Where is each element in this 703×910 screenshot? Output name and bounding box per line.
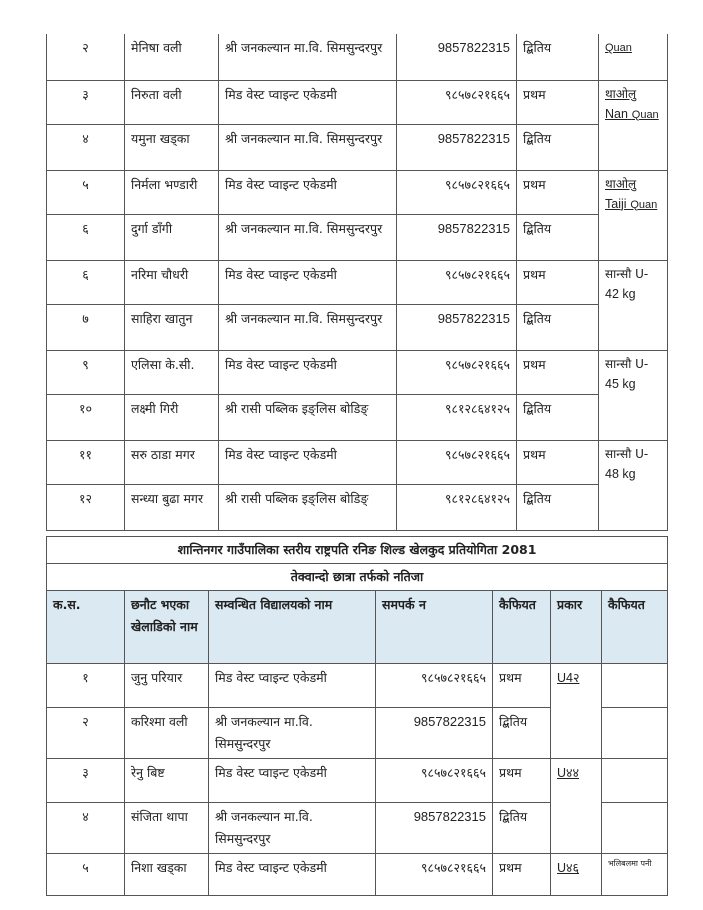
type [551, 854, 602, 896]
player-name: एलिसा के.सी. [125, 350, 219, 394]
category [599, 350, 668, 440]
header-row [47, 591, 668, 664]
header-contact: समपर्क न [376, 591, 493, 664]
table-row [47, 664, 668, 708]
player-name: निर्मला भण्डारी [125, 170, 219, 214]
serial-number: ५ [47, 170, 125, 214]
category-sub-a: Nan [605, 106, 628, 121]
player-name: निरुता वली [125, 80, 219, 124]
school-name: श्री रासी पब्लिक इङ्लिस बोडिङ् [219, 394, 397, 440]
player-name: संजिता थापा [125, 803, 209, 854]
contact-number: ९८५७८२१६६५ [397, 350, 517, 394]
contact-number: ९८५७८२१६६५ [397, 440, 517, 484]
school-name: श्री जनकल्यान मा.वि. सिमसुन्दरपुर [219, 304, 397, 350]
category-weight: 45 kg [605, 376, 636, 391]
serial-number: २ [47, 708, 125, 759]
table-row [47, 260, 668, 304]
table-row [47, 124, 668, 170]
player-name: निशा खड्का [125, 854, 209, 896]
category-label: Quan [605, 42, 632, 54]
position: प्रथम [493, 759, 551, 803]
header-remarks: कैफियत [493, 591, 551, 664]
contact-number: ९८५७८२१६६५ [397, 80, 517, 124]
remark [602, 708, 668, 759]
serial-number: ९ [47, 350, 125, 394]
position: प्रथम [517, 350, 599, 394]
serial-number: १२ [47, 484, 125, 530]
table-row [47, 80, 668, 124]
position: प्रथम [517, 260, 599, 304]
player-name: करिश्मा वली [125, 708, 209, 759]
category-sub-b: Quan [630, 198, 658, 211]
serial-number: ११ [47, 440, 125, 484]
serial-number: ३ [47, 759, 125, 803]
school-name: मिड वेस्ट प्वाइन्ट एकेडमी [219, 350, 397, 394]
category [599, 80, 668, 170]
category-sub-b: Quan [631, 108, 659, 121]
player-name: मेनिषा वली [125, 34, 219, 80]
category-label: थाओलु [605, 176, 637, 191]
serial-number: १० [47, 394, 125, 440]
contact-number: ९८५७८२१६६५ [376, 759, 493, 803]
school-name: श्री जनकल्यान मा.वि. सिमसुन्दरपुर [219, 124, 397, 170]
results-table-upper [46, 34, 668, 531]
position: प्रथम [517, 440, 599, 484]
player-name: लक्ष्मी गिरी [125, 394, 219, 440]
player-name: दुर्गा डाँगी [125, 214, 219, 260]
serial-number: ७ [47, 304, 125, 350]
table-row [47, 759, 668, 803]
player-name: यमुना खड्का [125, 124, 219, 170]
header-remarks-2: कैफियत [602, 591, 668, 664]
serial-number: १ [47, 664, 125, 708]
type-label: U4२ [557, 671, 580, 685]
category-label: थाओलु [605, 86, 637, 101]
remark: भलिबलमा पनी [602, 854, 668, 896]
category-weight: 42 kg [605, 286, 636, 301]
player-name: जुनु परियार [125, 664, 209, 708]
competition-title: शान्तिनगर गाउँपालिका स्तरीय राष्ट्रपति रनिङ शिल्ड खेलकुद प्रतियोगिता 2081 [47, 537, 668, 564]
header-serial: क.स. [47, 591, 125, 664]
table-row [47, 214, 668, 260]
contact-number: 9857822315 [376, 708, 493, 759]
table-row [47, 394, 668, 440]
category-sub-a: Taiji [605, 196, 627, 211]
category-label: सान्सौ U- [605, 266, 649, 281]
school-name: श्री जनकल्यान मा.वि. सिमसुन्दरपुर [219, 214, 397, 260]
position: प्रथम [517, 80, 599, 124]
table-row [47, 484, 668, 530]
position: द्बितिय [493, 803, 551, 854]
results-subtitle: तेक्वान्दो छात्रा तर्फको नतिजा [47, 564, 668, 591]
school-name: मिड वेस्ट प्वाइन्ट एकेडमी [219, 80, 397, 124]
type-label: U४४ [557, 766, 580, 780]
serial-number: ४ [47, 124, 125, 170]
category-weight: 48 kg [605, 466, 636, 481]
serial-number: ४ [47, 803, 125, 854]
position: प्रथम [493, 664, 551, 708]
player-name: रेनु बिष्ट [125, 759, 209, 803]
position: द्बितिय [517, 304, 599, 350]
position: द्बितिय [493, 708, 551, 759]
contact-number: ९८५७८२१६६५ [376, 854, 493, 896]
serial-number: ३ [47, 80, 125, 124]
position: प्रथम [517, 170, 599, 214]
school-name: मिड वेस्ट प्वाइन्ट एकेडमी [219, 170, 397, 214]
table-row [47, 304, 668, 350]
contact-number: ९८५७८२१६६५ [376, 664, 493, 708]
header-type: प्रकार [551, 591, 602, 664]
position: द्बितिय [517, 124, 599, 170]
serial-number: ५ [47, 854, 125, 896]
school-name: मिड वेस्ट प्वाइन्ट एकेडमी [209, 664, 376, 708]
table-subtitle-row [47, 564, 668, 591]
school-name: श्री जनकल्यान मा.वि. सिमसुन्दरपुर [209, 708, 376, 759]
type-label: U४६ [557, 861, 580, 875]
contact-number: 9857822315 [397, 304, 517, 350]
contact-number: 9857822315 [397, 214, 517, 260]
table-row [47, 350, 668, 394]
table-row [47, 440, 668, 484]
header-school-name: सम्वन्धित विद्यालयको नाम [209, 591, 376, 664]
category [599, 34, 668, 80]
school-name: श्री जनकल्यान मा.वि. सिमसुन्दरपुर [219, 34, 397, 80]
remark [602, 759, 668, 803]
school-name: मिड वेस्ट प्वाइन्ट एकेडमी [219, 260, 397, 304]
category [599, 260, 668, 350]
table-title-row [47, 537, 668, 564]
player-name: नरिमा चौधरी [125, 260, 219, 304]
results-table-lower [46, 536, 668, 896]
category-label: सान्सौ U- [605, 446, 649, 461]
type [551, 759, 602, 854]
player-name: सन्ध्या बुढा मगर [125, 484, 219, 530]
category-sub [605, 197, 657, 211]
school-name: मिड वेस्ट प्वाइन्ट एकेडमी [209, 759, 376, 803]
contact-number: 9857822315 [397, 34, 517, 80]
contact-number: ९८१२८६४१२५ [397, 484, 517, 530]
player-name: साहिरा खातुन [125, 304, 219, 350]
position: द्बितिय [517, 214, 599, 260]
school-name: श्री जनकल्यान मा.वि. सिमसुन्दरपुर [209, 803, 376, 854]
table-row [47, 854, 668, 896]
remark [602, 803, 668, 854]
school-name: श्री रासी पब्लिक इङ्लिस बोडिङ् [219, 484, 397, 530]
category-sub [605, 107, 659, 121]
table-row [47, 170, 668, 214]
header-player-name: छनौट भएका खेलाडिको नाम [125, 591, 209, 664]
serial-number: २ [47, 34, 125, 80]
player-name: सरु ठाडा मगर [125, 440, 219, 484]
serial-number: ६ [47, 260, 125, 304]
school-name: मिड वेस्ट प्वाइन्ट एकेडमी [209, 854, 376, 896]
position: प्रथम [493, 854, 551, 896]
contact-number: 9857822315 [376, 803, 493, 854]
position: द्बितिय [517, 34, 599, 80]
contact-number: 9857822315 [397, 124, 517, 170]
table-row [47, 34, 668, 80]
contact-number: ९८५७८२१६६५ [397, 260, 517, 304]
remark [602, 664, 668, 708]
contact-number: ९८५७८२१६६५ [397, 170, 517, 214]
category [599, 170, 668, 260]
category-label: सान्सौ U- [605, 356, 649, 371]
category [599, 440, 668, 530]
school-name: मिड वेस्ट प्वाइन्ट एकेडमी [219, 440, 397, 484]
serial-number: ६ [47, 214, 125, 260]
position: द्बितिय [517, 484, 599, 530]
type [551, 664, 602, 759]
contact-number: ९८१२८६४१२५ [397, 394, 517, 440]
position: द्बितिय [517, 394, 599, 440]
